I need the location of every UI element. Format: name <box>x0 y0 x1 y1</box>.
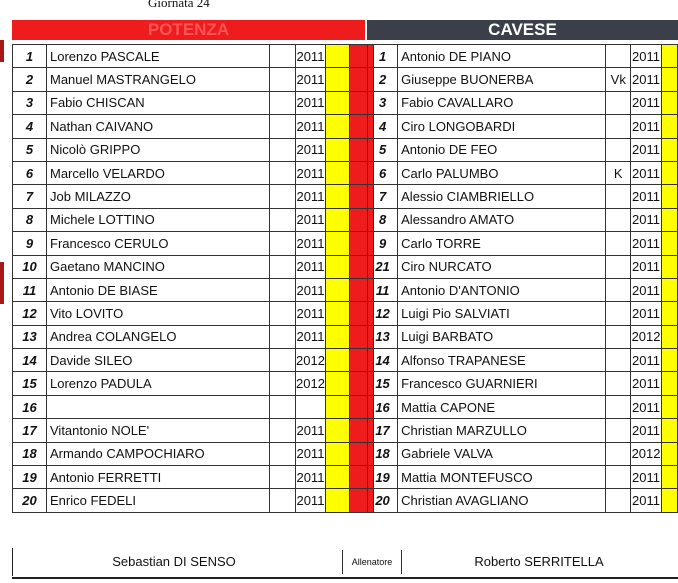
player-number: 15 <box>368 372 398 395</box>
player-row <box>13 442 374 465</box>
yellow-card-cell <box>661 138 677 161</box>
yellow-card-cell <box>325 138 349 161</box>
away-team-header: CAVESE <box>367 20 678 40</box>
player-birth-year: 2011 <box>296 302 326 325</box>
player-role <box>270 138 296 161</box>
yellow-card-cell <box>325 68 349 91</box>
player-name: Gaetano MANCINO <box>47 255 270 278</box>
matchday-label: Giornata 24 <box>148 0 210 10</box>
player-row <box>13 419 374 442</box>
yellow-card-cell <box>325 208 349 231</box>
player-number: 14 <box>13 349 47 372</box>
yellow-card-cell <box>325 325 349 348</box>
player-number: 2 <box>13 68 47 91</box>
player-role <box>270 255 296 278</box>
player-name: Mattia MONTEFUSCO <box>398 466 606 489</box>
player-birth-year: 2011 <box>631 208 662 231</box>
player-role <box>606 489 631 512</box>
player-role <box>270 68 296 91</box>
away-roster-table <box>367 44 678 513</box>
player-row <box>13 185 374 208</box>
yellow-card-cell <box>325 185 349 208</box>
yellow-card-cell <box>325 161 349 184</box>
player-birth-year: 2011 <box>631 255 662 278</box>
player-row <box>13 45 374 68</box>
player-row <box>13 372 374 395</box>
player-birth-year: 2011 <box>631 68 662 91</box>
yellow-card-cell <box>661 232 677 255</box>
player-role <box>606 442 631 465</box>
yellow-card-cell <box>325 45 349 68</box>
player-row <box>13 489 374 512</box>
player-birth-year: 2011 <box>296 91 326 114</box>
yellow-card-cell <box>661 349 677 372</box>
player-role <box>270 466 296 489</box>
yellow-card-cell <box>325 255 349 278</box>
away-coach-name: Roberto SERRITELLA <box>474 554 604 569</box>
player-row <box>368 278 678 301</box>
player-row <box>13 349 374 372</box>
player-birth-year: 2011 <box>296 255 326 278</box>
player-role <box>606 372 631 395</box>
player-name: Antonio DE FEO <box>398 138 606 161</box>
player-role <box>606 349 631 372</box>
player-role: Vk <box>606 68 631 91</box>
player-row <box>368 115 678 138</box>
player-number: 3 <box>368 91 398 114</box>
player-role: K <box>606 161 631 184</box>
player-name: Davide SILEO <box>47 349 270 372</box>
player-birth-year: 2011 <box>631 466 662 489</box>
player-number: 8 <box>13 208 47 231</box>
player-birth-year: 2012 <box>631 325 662 348</box>
player-name: Carlo TORRE <box>398 232 606 255</box>
player-role <box>270 349 296 372</box>
player-role <box>270 232 296 255</box>
player-role <box>270 442 296 465</box>
player-role <box>270 302 296 325</box>
player-row <box>368 208 678 231</box>
player-row <box>368 349 678 372</box>
player-role <box>606 255 631 278</box>
player-number: 7 <box>13 185 47 208</box>
player-number: 13 <box>13 325 47 348</box>
left-edge-marker <box>0 262 4 304</box>
player-name: Antonio DE PIANO <box>398 45 606 68</box>
player-row <box>368 68 678 91</box>
player-birth-year: 2011 <box>296 442 326 465</box>
player-birth-year <box>296 395 326 418</box>
player-role <box>606 395 631 418</box>
player-name: Alessandro AMATO <box>398 208 606 231</box>
player-name: Lorenzo PADULA <box>47 372 270 395</box>
player-row <box>13 208 374 231</box>
player-role <box>270 419 296 442</box>
yellow-card-cell <box>661 208 677 231</box>
player-number: 18 <box>368 442 398 465</box>
player-role <box>270 208 296 231</box>
player-row <box>368 395 678 418</box>
player-row <box>13 161 374 184</box>
yellow-card-cell <box>325 419 349 442</box>
player-birth-year: 2011 <box>631 232 662 255</box>
yellow-card-cell <box>661 325 677 348</box>
player-number: 20 <box>13 489 47 512</box>
player-birth-year: 2011 <box>631 372 662 395</box>
player-name: Alfonso TRAPANESE <box>398 349 606 372</box>
player-name: Carlo PALUMBO <box>398 161 606 184</box>
player-row <box>13 232 374 255</box>
player-row <box>13 68 374 91</box>
player-number: 9 <box>368 232 398 255</box>
yellow-card-cell <box>325 115 349 138</box>
player-name: Andrea COLANGELO <box>47 325 270 348</box>
player-birth-year: 2011 <box>296 185 326 208</box>
player-number: 6 <box>13 161 47 184</box>
player-name: Luigi BARBATO <box>398 325 606 348</box>
player-birth-year: 2012 <box>631 442 662 465</box>
player-role <box>606 91 631 114</box>
player-birth-year: 2011 <box>631 91 662 114</box>
player-name: Christian MARZULLO <box>398 419 606 442</box>
player-birth-year: 2011 <box>296 278 326 301</box>
player-birth-year: 2011 <box>631 185 662 208</box>
yellow-card-cell <box>661 255 677 278</box>
player-number: 3 <box>13 91 47 114</box>
player-number: 17 <box>13 419 47 442</box>
home-roster-table <box>12 44 374 513</box>
player-birth-year: 2011 <box>296 419 326 442</box>
yellow-card-cell <box>325 302 349 325</box>
player-name: Mattia CAPONE <box>398 395 606 418</box>
player-role <box>606 232 631 255</box>
player-role <box>606 325 631 348</box>
player-number: 20 <box>368 489 398 512</box>
home-coach-name: Sebastian DI SENSO <box>112 554 236 569</box>
player-role <box>270 325 296 348</box>
player-row <box>13 255 374 278</box>
player-name: Michele LOTTINO <box>47 208 270 231</box>
player-role <box>270 45 296 68</box>
player-row <box>368 161 678 184</box>
player-birth-year: 2011 <box>296 45 326 68</box>
player-birth-year: 2011 <box>631 278 662 301</box>
player-role <box>270 115 296 138</box>
player-name: Ciro NURCATO <box>398 255 606 278</box>
player-role <box>606 466 631 489</box>
player-birth-year: 2011 <box>631 138 662 161</box>
player-birth-year: 2011 <box>296 161 326 184</box>
player-name: Fabio CHISCAN <box>47 91 270 114</box>
player-row <box>368 419 678 442</box>
player-name: Francesco GUARNIERI <box>398 372 606 395</box>
yellow-card-cell <box>325 489 349 512</box>
yellow-card-cell <box>325 442 349 465</box>
player-name: Vito LOVITO <box>47 302 270 325</box>
player-number: 6 <box>368 161 398 184</box>
player-number: 5 <box>368 138 398 161</box>
player-number: 10 <box>13 255 47 278</box>
player-birth-year: 2011 <box>296 489 326 512</box>
player-role <box>606 419 631 442</box>
player-number: 15 <box>13 372 47 395</box>
yellow-card-cell <box>661 419 677 442</box>
player-birth-year: 2012 <box>296 372 326 395</box>
player-role <box>270 489 296 512</box>
yellow-card-cell <box>325 395 349 418</box>
player-role <box>270 278 296 301</box>
player-name: Luigi Pio SALVIATI <box>398 302 606 325</box>
player-number: 13 <box>368 325 398 348</box>
player-number: 2 <box>368 68 398 91</box>
yellow-card-cell <box>661 278 677 301</box>
yellow-card-cell <box>661 115 677 138</box>
player-number: 12 <box>368 302 398 325</box>
player-birth-year: 2011 <box>631 395 662 418</box>
player-row <box>13 466 374 489</box>
player-row <box>13 138 374 161</box>
player-name: Christian AVAGLIANO <box>398 489 606 512</box>
player-role <box>606 45 631 68</box>
yellow-card-cell <box>325 91 349 114</box>
player-number: 11 <box>368 278 398 301</box>
player-number: 16 <box>13 395 47 418</box>
player-name: Manuel MASTRANGELO <box>47 68 270 91</box>
player-row <box>368 489 678 512</box>
yellow-card-cell <box>325 372 349 395</box>
player-birth-year: 2011 <box>631 419 662 442</box>
yellow-card-cell <box>661 185 677 208</box>
player-name: Armando CAMPOCHIARO <box>47 442 270 465</box>
player-birth-year: 2011 <box>296 115 326 138</box>
player-name: Alessio CIAMBRIELLO <box>398 185 606 208</box>
player-number: 1 <box>368 45 398 68</box>
yellow-card-cell <box>325 278 349 301</box>
yellow-card-cell <box>661 161 677 184</box>
player-name: Nathan CAIVANO <box>47 115 270 138</box>
player-role <box>270 91 296 114</box>
player-row <box>368 372 678 395</box>
player-name <box>47 395 270 418</box>
yellow-card-cell <box>661 442 677 465</box>
player-row <box>368 45 678 68</box>
player-birth-year: 2011 <box>296 232 326 255</box>
player-birth-year: 2011 <box>296 325 326 348</box>
left-edge-marker <box>0 40 4 62</box>
player-name: Marcello VELARDO <box>47 161 270 184</box>
player-number: 21 <box>368 255 398 278</box>
player-number: 7 <box>368 185 398 208</box>
player-birth-year: 2011 <box>631 489 662 512</box>
player-birth-year: 2011 <box>631 302 662 325</box>
player-row <box>368 302 678 325</box>
player-name: Antonio D'ANTONIO <box>398 278 606 301</box>
player-name: Ciro LONGOBARDI <box>398 115 606 138</box>
player-number: 9 <box>13 232 47 255</box>
player-number: 1 <box>13 45 47 68</box>
coach-label: Allenatore <box>342 550 402 574</box>
player-birth-year: 2011 <box>631 349 662 372</box>
yellow-card-cell <box>661 395 677 418</box>
player-birth-year: 2012 <box>296 349 326 372</box>
player-number: 5 <box>13 138 47 161</box>
player-role <box>270 372 296 395</box>
player-number: 8 <box>368 208 398 231</box>
player-birth-year: 2011 <box>631 45 662 68</box>
player-number: 17 <box>368 419 398 442</box>
bottom-border <box>12 577 678 579</box>
player-row <box>13 325 374 348</box>
yellow-card-cell <box>661 466 677 489</box>
yellow-card-cell <box>661 302 677 325</box>
player-number: 16 <box>368 395 398 418</box>
player-birth-year: 2011 <box>631 115 662 138</box>
player-name: Gabriele VALVA <box>398 442 606 465</box>
player-name: Fabio CAVALLARO <box>398 91 606 114</box>
player-role <box>606 115 631 138</box>
player-number: 14 <box>368 349 398 372</box>
player-row <box>368 91 678 114</box>
player-name: Giuseppe BUONERBA <box>398 68 606 91</box>
player-birth-year: 2011 <box>296 466 326 489</box>
player-name: Antonio FERRETTI <box>47 466 270 489</box>
player-row <box>368 185 678 208</box>
player-row <box>13 395 374 418</box>
yellow-card-cell <box>325 466 349 489</box>
player-number: 19 <box>13 466 47 489</box>
player-number: 4 <box>13 115 47 138</box>
yellow-card-cell <box>661 45 677 68</box>
player-role <box>606 278 631 301</box>
player-number: 4 <box>368 115 398 138</box>
player-name: Antonio DE BIASE <box>47 278 270 301</box>
player-number: 19 <box>368 466 398 489</box>
player-number: 18 <box>13 442 47 465</box>
player-role <box>270 395 296 418</box>
player-birth-year: 2011 <box>631 161 662 184</box>
player-role <box>606 138 631 161</box>
player-birth-year: 2011 <box>296 138 326 161</box>
player-name: Enrico FEDELI <box>47 489 270 512</box>
player-birth-year: 2011 <box>296 68 326 91</box>
player-row <box>368 466 678 489</box>
player-name: Nicolò GRIPPO <box>47 138 270 161</box>
player-name: Francesco CERULO <box>47 232 270 255</box>
player-role <box>606 302 631 325</box>
player-birth-year: 2011 <box>296 208 326 231</box>
yellow-card-cell <box>661 68 677 91</box>
player-row <box>13 278 374 301</box>
yellow-card-cell <box>661 489 677 512</box>
player-row <box>13 115 374 138</box>
player-role <box>270 161 296 184</box>
player-row <box>13 302 374 325</box>
player-role <box>606 185 631 208</box>
player-row <box>368 232 678 255</box>
player-number: 12 <box>13 302 47 325</box>
player-row <box>368 138 678 161</box>
player-role <box>270 185 296 208</box>
yellow-card-cell <box>661 372 677 395</box>
yellow-card-cell <box>325 232 349 255</box>
player-role <box>606 208 631 231</box>
player-name: Job MILAZZO <box>47 185 270 208</box>
yellow-card-cell <box>661 91 677 114</box>
home-team-header: POTENZA <box>12 20 365 40</box>
player-name: Lorenzo PASCALE <box>47 45 270 68</box>
player-row <box>368 442 678 465</box>
player-number: 11 <box>13 278 47 301</box>
player-row <box>368 325 678 348</box>
player-name: Vitantonio NOLE' <box>47 419 270 442</box>
yellow-card-cell <box>325 349 349 372</box>
player-row <box>368 255 678 278</box>
player-row <box>13 91 374 114</box>
